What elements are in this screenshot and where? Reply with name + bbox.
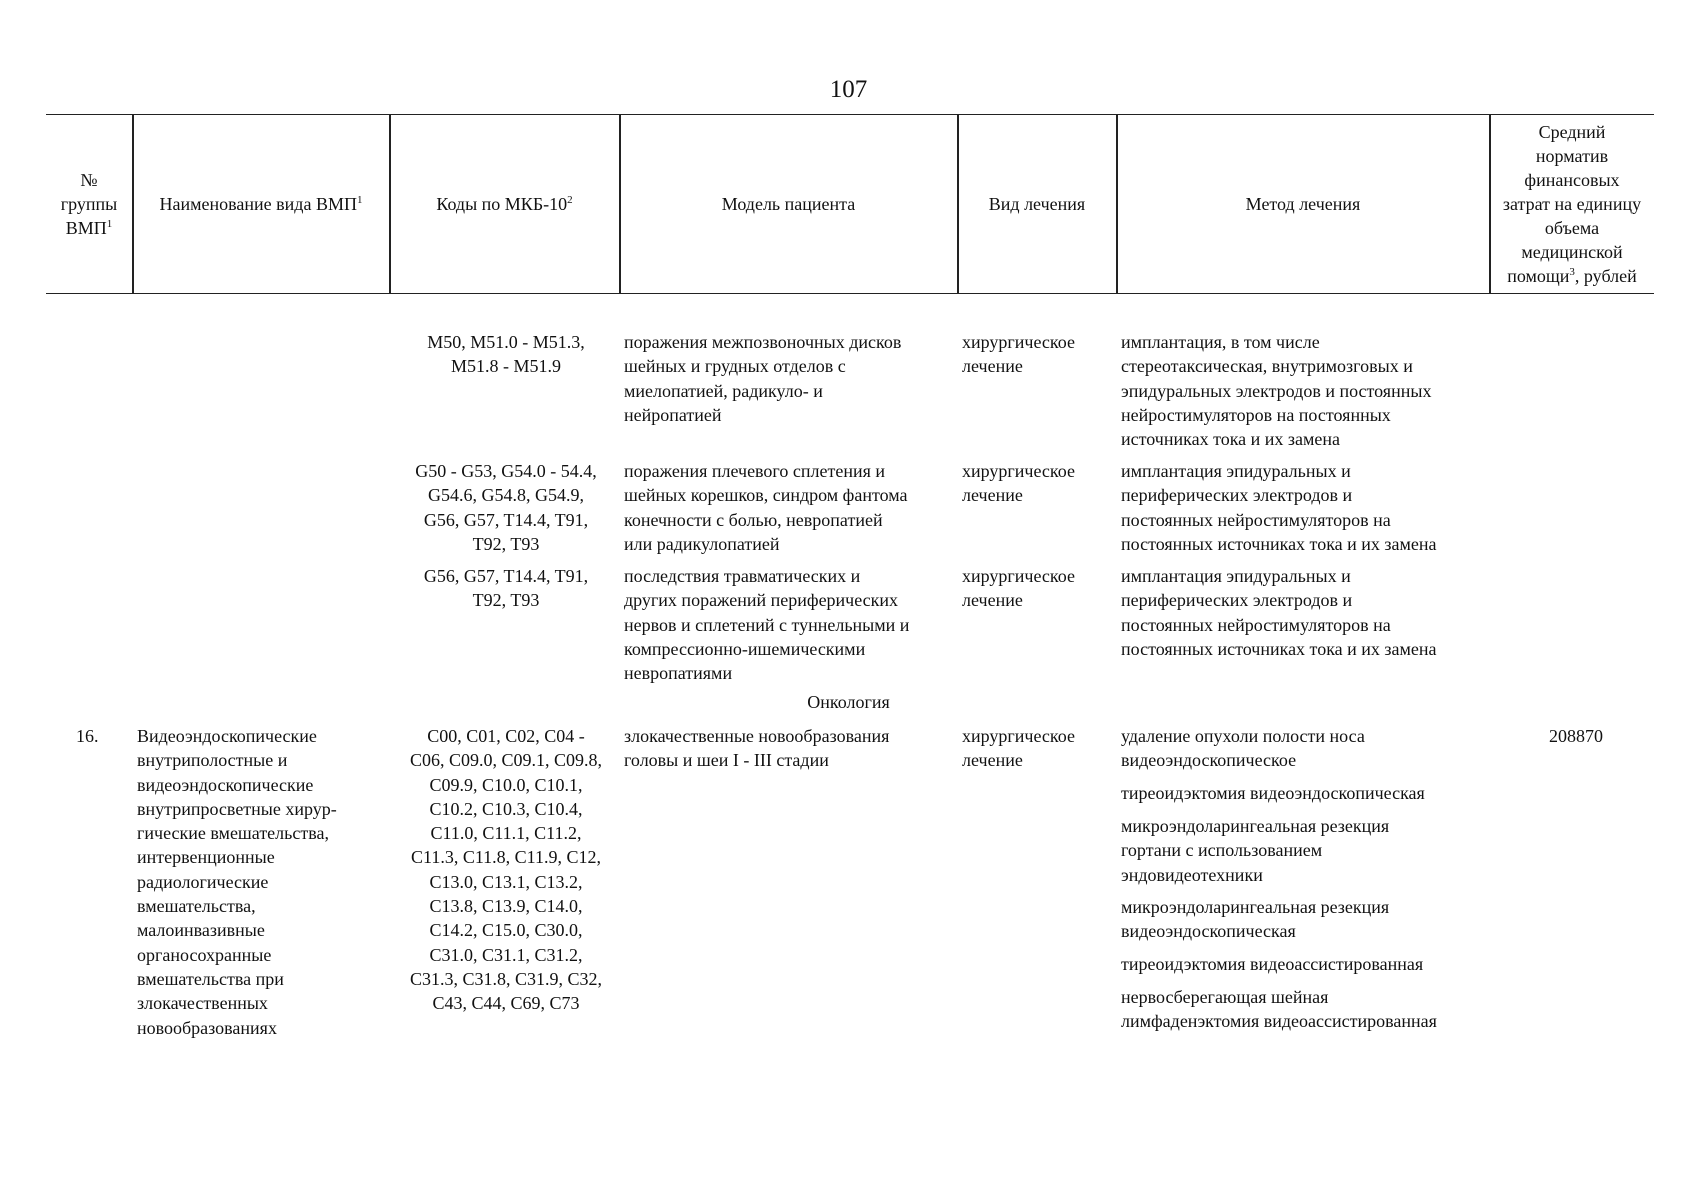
entry16-method-4: микроэндоларингеальная резекция видеоэндоскопическая: [1121, 897, 1390, 942]
entry16-method-6: нервосберегающая шейная лимфаденэктомия видеоассистированная: [1121, 987, 1437, 1032]
row2-treatment-type: хирургическое лечение: [962, 461, 1075, 506]
row3-codes: G56, G57, T14.4, T91, T92, T93: [423, 566, 589, 611]
row3-treatment-method: имплантация эпидуральных и периферических электродов и постоянных нейростимуляторов на постоянных источниках тока и их замена: [1121, 566, 1437, 659]
page-number: 107: [829, 76, 868, 103]
entry16-number: 16.: [76, 726, 99, 746]
row1-codes: M50, M51.0 - M51.3, M51.8 - M51.9: [427, 332, 585, 377]
entry16-cost: 208870: [1549, 726, 1603, 746]
entry16-treatment-type: хирургическое лечение: [962, 726, 1075, 771]
entry16-method-1: удаление опухоли полости носа видеоэндоскопическое: [1121, 726, 1365, 771]
header-average-cost: Средний норматив финансовых затрат на единицу объема медицинской помощи$^3$, рублей: [1502, 122, 1642, 286]
row3-patient-model: последствия травматических и других поражений периферических нервов и сплетений с туннельными и компрессионно-ишемическими невропатиями: [624, 566, 910, 684]
row1-treatment-type: хирургическое лечение: [962, 332, 1075, 377]
header-icd-codes: Коды по МКБ-$10^2$: [436, 194, 573, 214]
header-group-number: № группы ВМП$^1$: [60, 170, 118, 238]
entry16-method-2: тиреоидэктомия видеоэндоскопическая: [1121, 783, 1425, 803]
row1-treatment-method: имплантация, в том числе стереотаксическая, внутримозговых и эпидуральных электродов и постоянных нейростимуляторов на постоянных источниках тока и их замена: [1121, 332, 1432, 450]
header-treatment-type: Вид лечения: [988, 194, 1086, 214]
row2-patient-model: поражения плечевого сплетения и шейных корешков, синдром фантома конечности с болью, невропатией или радикулопатией: [624, 461, 908, 554]
header-vmp-name: Наименование вида ВМП$^1$: [159, 194, 363, 214]
entry16-method-5: тиреоидэктомия видеоассистированная: [1121, 954, 1424, 974]
header-patient-model: Модель пациента: [721, 194, 856, 214]
row2-treatment-method: имплантация эпидуральных и периферических электродов и постоянных нейростимуляторов на постоянных источниках тока и их замена: [1121, 461, 1437, 554]
row2-codes: G50 - G53, G54.0 - 54.4, G54.6, G54.8, G54.9, G56, G57, T14.4, T91, T92, T93: [415, 461, 597, 554]
section-title: Онкология: [807, 692, 890, 712]
entry16-codes: C00, C01, C02, C04 - C06, C09.0, C09.1, C09.8, C09.9, C10.0, C10.1, C10.2, C10.3, C10.4, C11.0, C11.1, C11.2, C11.3, C11.8, C11.9, C12, C13.0, C13.1, C13.2, C13.8, C13.9, C14.0, C14.2, C15.0, C30.0, C31.0, C31.1, C31.2, C31.3, C31.8, C31.9, C32, C43, C44, C69, C73: [409, 726, 603, 1014]
row1-patient-model: поражения межпозвоночных дисков шейных и грудных отделов с миелопатией, радикуло- и нейропатией: [624, 332, 902, 425]
table-header: [46, 114, 1654, 294]
row3-treatment-type: хирургическое лечение: [962, 566, 1075, 611]
entry16-patient-model: злокачественные новообразования головы и шеи I - III стадии: [624, 726, 890, 771]
header-treatment-method: Метод лечения: [1245, 194, 1361, 214]
entry16-method-3: микроэндоларингеальная резекция гортани с использованием эндовидеотехники: [1121, 816, 1390, 885]
entry16-vmp-name: Видеоэндоскопические внутриполостные и видеоэндоскопические внутрипросветные хирур- гические вмешательства, интервенционные радиологические вмешательства, малоинвазивные органосохранные вмешательства при злокачественных новообразованиях: [137, 726, 337, 1038]
